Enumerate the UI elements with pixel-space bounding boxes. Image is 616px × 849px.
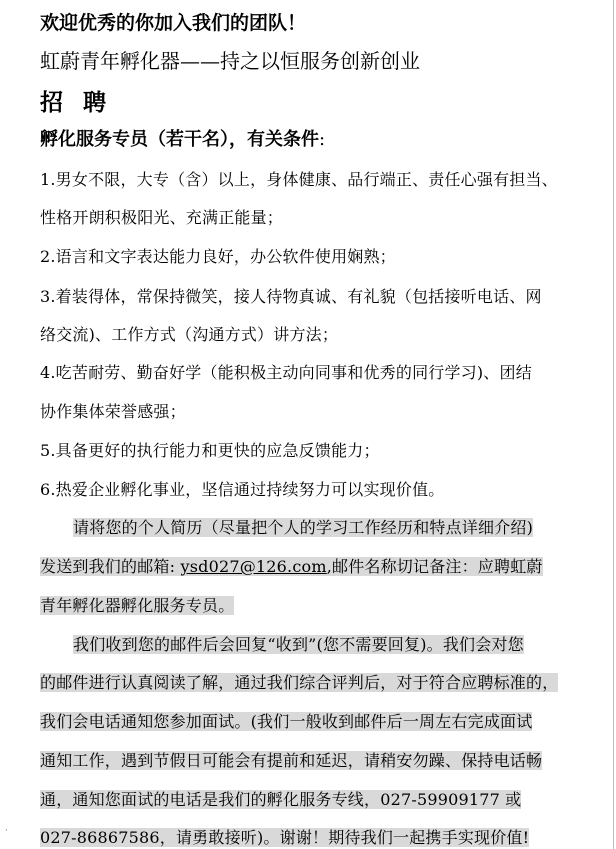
margin-marker: · [5, 826, 8, 836]
requirement-line: 性格开朗积极阳光、充满正能量； [40, 208, 284, 227]
requirement-line: 4.吃苦耐劳、勤奋好学（能积极主动向同事和优秀的同行学习)、团结 [40, 363, 532, 382]
apply-line-3 [40, 593, 234, 616]
slogan-line: 虹蔚青年孵化器——持之以恒服务创新创业 [40, 49, 420, 73]
page-title: 招 聘 [40, 89, 113, 116]
apply-line-1 [40, 515, 533, 538]
requirement-line: 协作集体荣誉感强； [40, 402, 186, 421]
apply-line-2 [40, 554, 543, 577]
reply-line [40, 748, 542, 771]
apply-text-1: 请将您的个人简历（尽量把个人的学习工作经历和特点详细介绍) [73, 518, 534, 537]
reply-line [40, 632, 524, 655]
reply-line [40, 825, 529, 848]
reply-text: 027-86867586，请勇敢接听)。谢谢！期待我们一起携手实现价值! [40, 828, 530, 847]
requirement-line: 6.热爱企业孵化事业，坚信通过持续努力可以实现价值。 [40, 480, 445, 499]
reply-text: 通，通知您面试的电话是我们的孵化服务专线，027-59909177 或 [40, 790, 522, 809]
position-name: 孵化服务专员（若干名），有关条件 [40, 129, 319, 150]
requirement-line: 络交流)、工作方式（沟通方式）讲方法； [40, 325, 339, 344]
position-colon: : [319, 129, 326, 150]
apply-prefix: 发送到我们的邮箱: [40, 557, 181, 576]
requirement-line: 3.着装得体，常保持微笑，接人待物真诚、有礼貌（包括接听电话、网 [40, 287, 542, 306]
apply-suffix: ,邮件名称切记备注：应聘虹蔚 [326, 557, 543, 576]
welcome-line: 欢迎优秀的你加入我们的团队！ [40, 12, 307, 34]
reply-line [40, 787, 521, 810]
reply-text: 通知工作，遇到节假日可能会有提前和延迟，请稍安勿躁、保持电话畅 [40, 751, 543, 770]
position-heading [40, 125, 325, 151]
reply-text: 的邮件进行认真阅读了解，通过我们综合评判后，对于符合应聘标准的， [40, 673, 559, 692]
reply-line [40, 709, 532, 732]
requirement-line: 5.具备更好的执行能力和更快的应急反馈能力； [40, 441, 380, 460]
requirement-line: 1.男女不限，大专（含）以上，身体健康、品行端正、责任心强有担当、 [40, 170, 558, 189]
reply-text: 我们收到您的邮件后会回复“收到”(您不需要回复)。我们会对您 [73, 635, 524, 654]
apply-text-3: 青年孵化器孵化服务专员。 [40, 596, 235, 615]
email-link[interactable]: ysd027@126.com [180, 557, 327, 576]
requirement-line: 2.语言和文字表达能力良好，办公软件使用娴熟； [40, 247, 396, 266]
reply-line [40, 670, 558, 693]
page-edge [613, 0, 614, 849]
reply-text: 我们会电话通知您参加面试。(我们一般收到邮件后一周左右完成面试 [40, 712, 533, 731]
